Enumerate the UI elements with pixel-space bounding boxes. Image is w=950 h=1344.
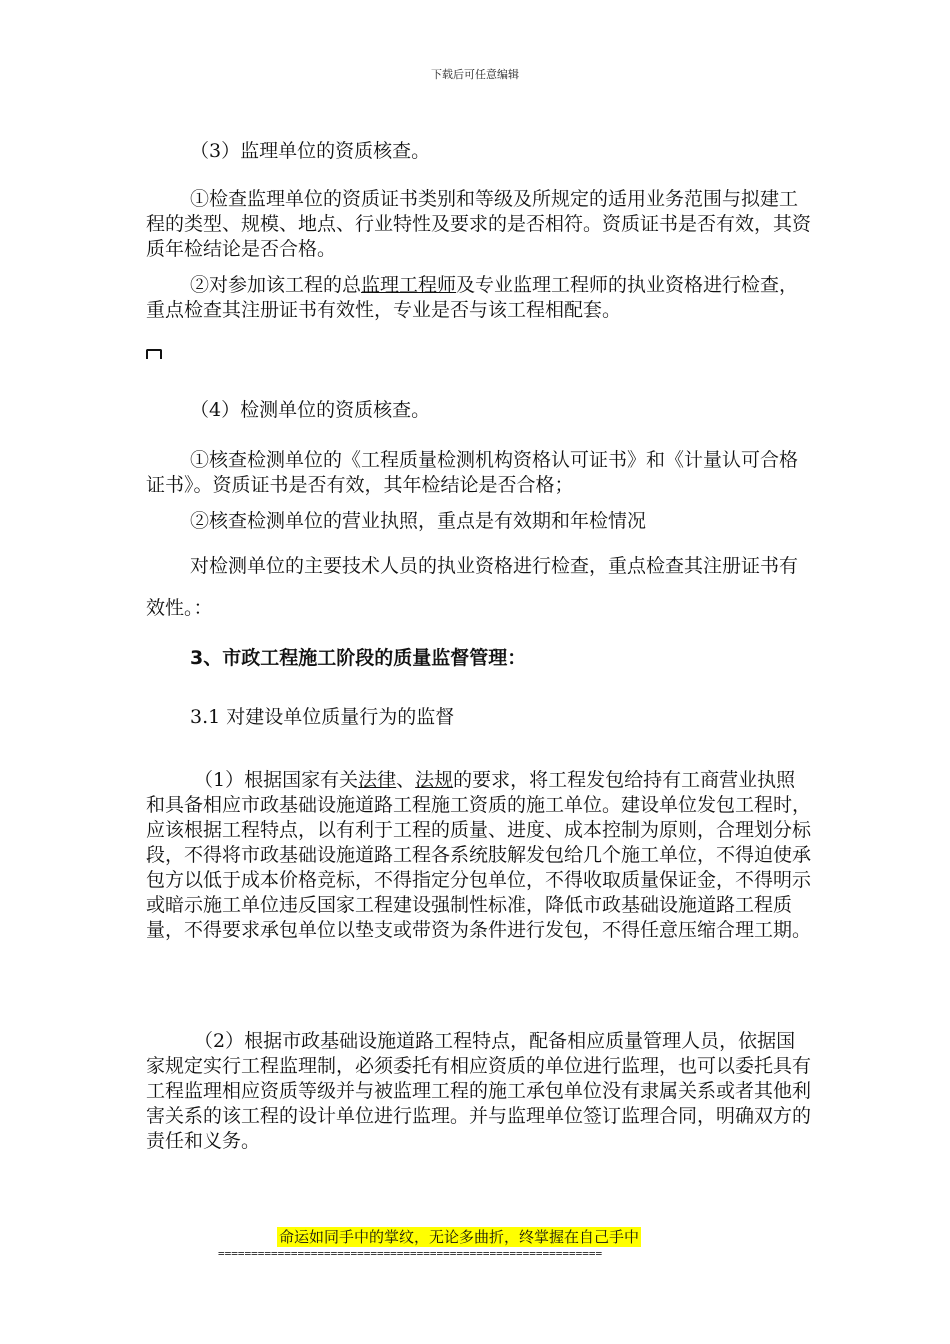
regulation-link[interactable]: 法规 xyxy=(415,769,454,791)
law-link[interactable]: 法律 xyxy=(358,769,397,791)
chief-supervising-engineer-link[interactable]: 监理工程师 xyxy=(361,274,457,296)
sec4-heading: （4）检测单位的资质核查。 xyxy=(190,399,431,421)
sec4-paragraph-2: ②核查检测单位的营业执照，重点是有效期和年检情况 xyxy=(190,510,647,532)
item-2-paragraph: （2）根据市政基础设施道路工程特点，配备相应质量管理人员，依据国家规定实行工程监理制，必须委托有相应资质的单位进行监理，也可以委托具有工程监理相应资质等级并与被监理工程的施工承包单位没有隶属关系或者其他利害关系的该工程的设计单位进行监理。并与监理单位签订监理合同，明确双方的责任和义务。 xyxy=(146,1030,812,1152)
item-1-separator: 、 xyxy=(396,769,416,791)
sec3-heading: （3）监理单位的资质核查。 xyxy=(190,140,431,162)
footer-motto: 命运如同手中的掌纹，无论多曲折，终掌握在自己手中 xyxy=(279,1228,640,1246)
object-anchor-icon xyxy=(146,349,162,359)
sec3-paragraph-1: ①检查监理单位的资质证书类别和等级及所规定的适用业务范围与拟建工程的类型、规模、地点、行业特性及要求的是否相符。资质证书是否有效，其资质年检结论是否合格。 xyxy=(146,188,812,260)
item-1-paragraph xyxy=(146,768,814,943)
page-header: 下载后可任意编辑 xyxy=(431,68,519,81)
section-3-1-heading: 3.1 对建设单位质量行为的监督 xyxy=(190,706,455,728)
sec3-paragraph-2-text-a: ②对参加该工程的总 xyxy=(190,274,362,296)
sec4-paragraph-1: ①核查检测单位的《工程质量检测机构资格认可证书》和《计量认可合格证书》。资质证书是否有效，其年检结论是否合格； xyxy=(146,449,799,496)
sec4-paragraph-3: 对检测单位的主要技术人员的执业资格进行检查，重点检查其注册证书有效性。： xyxy=(146,555,799,619)
sec3-paragraph-2 xyxy=(146,273,814,323)
item-1-text-a: （1）根据国家有关 xyxy=(194,769,359,791)
footer-divider: ========================================================== xyxy=(218,1247,603,1260)
section-3-heading: 3、市政工程施工阶段的质量监督管理： xyxy=(190,647,527,669)
item-1-text-b: 的要求，将工程发包给持有工商营业执照和具备相应市政基础设施道路工程施工资质的施工单位。建设单位发包工程时，应该根据工程特点，以有利于工程的质量、进度、成本控制为原则，合理划分标段，不得将市政基础设施道路工程各系统肢解发包给几个施工单位，不得迫使承包方以低于成本价格竞标，不得指定分包单位，不得收取质量保证金，不得明示或暗示施工单位违反国家工程建设强制性标准，降低市政基础设施道路工程质量，不得要求承包单位以垫支或带资为条件进行发包，不得任意压缩合理工期。 xyxy=(146,769,812,941)
sec3-paragraph-2-text-b: 及专业监理工程师的执业资格进行检查，重点检查其注册证书有效性，专业是否与该工程相配套。 xyxy=(146,274,799,321)
